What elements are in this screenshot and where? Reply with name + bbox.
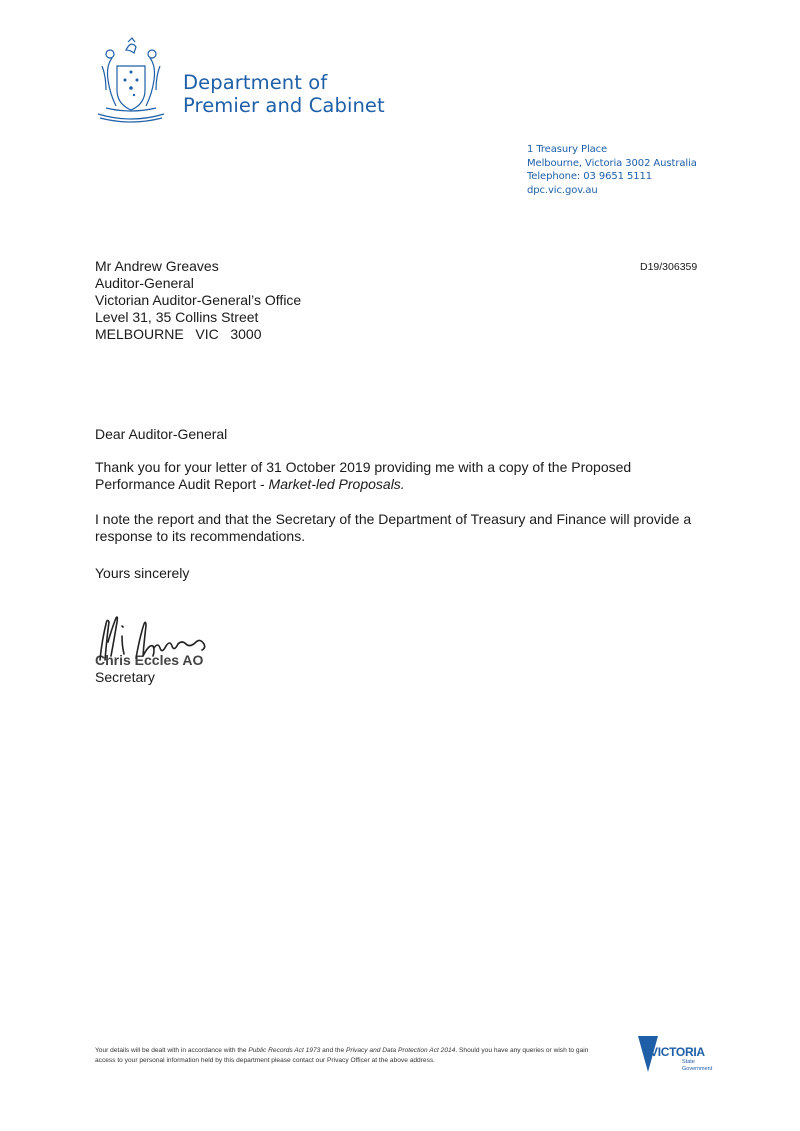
footer-act-1: Public Records Act 1973 — [248, 1047, 321, 1054]
paragraph-2: I note the report and that the Secretary of the Department of Treasury and Finance will provide a response to its recommendations. — [95, 511, 692, 544]
address-phone: Telephone: 03 9651 5111 — [527, 171, 653, 182]
recipient-city: MELBOURNE VIC 3000 — [95, 326, 262, 342]
closing: Yours sincerely — [95, 565, 190, 581]
footer-text-c: . Should you have any queries or wish to gain access to your personal information held by this department please contact our Privacy Officer at the above address. — [95, 1047, 589, 1064]
victoria-logo-subtitle — [682, 1059, 712, 1072]
department-name — [183, 71, 385, 117]
recipient-street: Level 31, 35 Collins Street — [95, 309, 259, 325]
signature-image — [96, 612, 214, 664]
department-name-line1: Department of — [183, 71, 328, 94]
coat-of-arms-logo — [92, 36, 170, 126]
report-title: Market-led Proposals. — [268, 476, 405, 492]
signer-name: Chris Eccles AO — [95, 652, 204, 668]
recipient-address — [95, 258, 301, 343]
victoria-logo-sub2: Government — [682, 1065, 713, 1072]
department-name-line2: Premier and Cabinet — [183, 94, 385, 117]
recipient-title: Auditor-General — [95, 275, 194, 291]
reference-number: D19/306359 — [640, 261, 698, 273]
department-address — [527, 143, 697, 197]
salutation: Dear Auditor-General — [95, 426, 228, 442]
signer-title: Secretary — [95, 669, 155, 685]
footer-text-b: and the — [320, 1047, 346, 1054]
recipient-name: Mr Andrew Greaves — [95, 258, 219, 274]
address-line2: Melbourne, Victoria 3002 Australia — [527, 157, 697, 169]
address-line1: 1 Treasury Place — [527, 144, 608, 155]
victoria-logo-word: VICTORIA — [650, 1045, 705, 1059]
footer-act-2: Privacy and Data Protection Act 2014 — [345, 1047, 456, 1054]
victoria-logo-sub1: State — [682, 1059, 695, 1065]
privacy-footer-note — [95, 1046, 595, 1066]
footer-text-a: Your details will be dealt with in accordance with the — [95, 1047, 249, 1054]
paragraph-1 — [95, 459, 695, 493]
paragraph-1-text: Thank you for your letter of 31 October 2019 providing me with a copy of the Proposed Performance Audit Report - — [95, 459, 632, 492]
recipient-office: Victorian Auditor-General’s Office — [95, 292, 302, 308]
address-website[interactable]: dpc.vic.gov.au — [527, 184, 598, 196]
